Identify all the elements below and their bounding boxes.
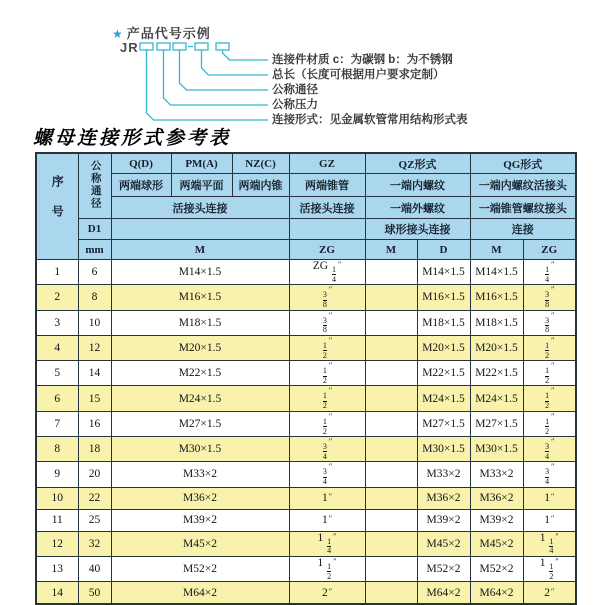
leader-line-length: [202, 50, 269, 75]
cell-qg-zg: 1 $\frac{1}{4}$ ″: [523, 531, 576, 556]
fraction: $\frac{1}{2}$: [545, 416, 550, 436]
cell-qz-d: M36×2: [417, 487, 470, 509]
fraction: $\frac{1}{2}$: [327, 561, 332, 581]
label-diameter: 公称通径: [272, 84, 318, 96]
cell-seq: 7: [36, 411, 78, 436]
inch-mark: ″: [328, 492, 333, 502]
header-unit-qg-m: M: [470, 240, 523, 260]
cell-dn: 15: [78, 386, 111, 411]
fraction: $\frac{1}{2}$: [322, 366, 327, 386]
inch-mark: ″: [551, 310, 555, 320]
fraction: $\frac{1}{2}$: [322, 416, 327, 436]
leader-line-diameter: [180, 50, 269, 90]
cell-qg-m: M14×1.5: [470, 260, 523, 285]
code-box-5: [216, 43, 229, 50]
cell-qz-d: M33×2: [417, 462, 470, 487]
cell-zg: [289, 285, 365, 310]
label-length: 总长（长度可根据用户要求定制）: [272, 69, 445, 81]
cell-m: M45×2: [111, 531, 289, 556]
cell-dn: 12: [78, 335, 111, 360]
cell-qg-zg: 1″: [523, 509, 576, 531]
cell-seq: 13: [36, 556, 78, 581]
cell-qz-m: [365, 436, 417, 461]
inch-mark: ″: [550, 514, 555, 524]
inch-mark: ″: [551, 386, 555, 396]
cell-dn: 32: [78, 531, 111, 556]
cell-dn: 8: [78, 285, 111, 310]
inch-mark: ″: [337, 260, 342, 269]
cell-qg-zg: [523, 285, 576, 310]
cell-qz-d: M18×1.5: [417, 310, 470, 335]
cell-dn: 40: [78, 556, 111, 581]
inch-mark: ″: [328, 335, 333, 345]
inch-mark: ″: [328, 386, 333, 396]
cell-m: M36×2: [111, 487, 289, 509]
cell-zg: [289, 411, 365, 436]
cell-seq: 9: [36, 462, 78, 487]
cell-qg-m: M33×2: [470, 462, 523, 487]
inch-mark: ″: [328, 285, 333, 295]
cell-zg: [289, 310, 365, 335]
cell-qz-d: M24×1.5: [417, 386, 470, 411]
cell-qz-m: [365, 531, 417, 556]
cell-qz-m: [365, 509, 417, 531]
cell-m: M64×2: [111, 582, 289, 605]
cell-qz-m: [365, 335, 417, 360]
inch-mark: ″: [333, 556, 337, 566]
cell-m: M16×1.5: [111, 285, 289, 310]
cell-m: M24×1.5: [111, 386, 289, 411]
cell-zg: 1″: [289, 487, 365, 509]
inch-mark: ″: [550, 492, 555, 502]
label-material: 连接件材质 c：为碳钢 b：为不锈钢: [272, 54, 453, 66]
cell-qz-d: M20×1.5: [417, 335, 470, 360]
cell-qg-m: M27×1.5: [470, 411, 523, 436]
table-row: [36, 556, 576, 581]
header-blank-union: [111, 219, 289, 240]
fraction: $\frac{3}{8}$: [322, 315, 327, 335]
cell-qg-m: M64×2: [470, 582, 523, 605]
diagram-heading-text: 产品代号示例: [126, 26, 211, 41]
inch-mark: ″: [333, 531, 337, 541]
cell-qz-m: [365, 411, 417, 436]
cell-qz-m: [365, 582, 417, 605]
inch-mark: ″: [328, 361, 333, 371]
cell-zg: [289, 436, 365, 461]
cell-m: M39×2: [111, 509, 289, 531]
cell-qg-zg: 1″: [523, 487, 576, 509]
fraction: $\frac{3}{8}$: [322, 290, 327, 310]
cell-dn: 10: [78, 310, 111, 335]
cell-qg-m: M52×2: [470, 556, 523, 581]
table-row: [36, 582, 576, 605]
cell-qg-m: M36×2: [470, 487, 523, 509]
header-style-gz: 两端锥管: [289, 174, 365, 197]
label-connection: 连接形式：见金属软管常用结构形式表: [272, 114, 468, 126]
cell-dn: 18: [78, 436, 111, 461]
fraction: $\frac{1}{4}$: [549, 536, 554, 556]
cell-zg: [289, 335, 365, 360]
cell-dn: 20: [78, 462, 111, 487]
table-row: [36, 285, 576, 310]
cell-zg: 2″: [289, 582, 365, 605]
fraction: $\frac{1}{2}$: [322, 391, 327, 411]
header-style-qd: 两端球形: [111, 174, 171, 197]
cell-qz-m: [365, 361, 417, 386]
inch-mark: ″: [551, 260, 555, 269]
table-row: [36, 462, 576, 487]
inch-mark: ″: [550, 586, 555, 596]
cell-m: M22×1.5: [111, 361, 289, 386]
cell-qg-m: M45×2: [470, 531, 523, 556]
fraction: $\frac{1}{2}$: [545, 340, 550, 360]
inch-mark: ″: [555, 531, 559, 541]
cell-qg-zg: 1 $\frac{1}{2}$ ″: [523, 556, 576, 581]
header-row-styles: [36, 174, 576, 197]
header-group-nzc: NZ(C): [232, 153, 289, 174]
cell-qg-m: M30×1.5: [470, 436, 523, 461]
cell-dn: 14: [78, 361, 111, 386]
page-title: 螺母连接形式参考表: [33, 128, 232, 149]
fraction: $\frac{1}{2}$: [545, 366, 550, 386]
table-row: [36, 487, 576, 509]
fraction: $\frac{3}{4}$: [322, 441, 327, 461]
header-subconn-qg: 连接: [470, 219, 576, 240]
cell-qz-d: M30×1.5: [417, 436, 470, 461]
cell-qz-m: [365, 310, 417, 335]
header-row-units: [36, 240, 576, 260]
cell-qz-m: [365, 462, 417, 487]
cell-seq: 10: [36, 487, 78, 509]
code-box-3: [173, 43, 186, 50]
header-dn: 公称通径: [78, 153, 111, 219]
cell-seq: 2: [36, 285, 78, 310]
header-seq: 序号: [36, 153, 78, 260]
code-box-1: [140, 43, 153, 50]
fraction: $\frac{1}{4}$: [545, 265, 550, 284]
header-unit-qg-zg: ZG: [523, 240, 576, 260]
cell-zg: ZG $\frac{1}{4}$ ″: [289, 260, 365, 285]
cell-qg-zg: [523, 411, 576, 436]
cell-qg-zg: [523, 260, 576, 285]
cell-qg-zg: [523, 386, 576, 411]
cell-seq: 14: [36, 582, 78, 605]
table-row: [36, 260, 576, 285]
reference-table: [35, 152, 577, 605]
cell-qz-d: M64×2: [417, 582, 470, 605]
cell-dn: 6: [78, 260, 111, 285]
header-conn-qg: 一端锥管螺纹接头: [470, 197, 576, 219]
header-style-qg: 一端内螺纹活接头: [470, 174, 576, 197]
cell-seq: 8: [36, 436, 78, 461]
header-group-qz: QZ形式: [365, 153, 470, 174]
fraction: $\frac{1}{4}$: [327, 536, 332, 556]
cell-qz-m: [365, 285, 417, 310]
header-unit-qz-d: D: [417, 240, 470, 260]
cell-seq: 12: [36, 531, 78, 556]
inch-mark: ″: [551, 411, 555, 421]
table-row: [36, 310, 576, 335]
header-unit-qz-m: M: [365, 240, 417, 260]
cell-qg-m: M20×1.5: [470, 335, 523, 360]
cell-seq: 3: [36, 310, 78, 335]
header-conn-gz: 活接头连接: [289, 197, 365, 219]
inch-mark: ″: [328, 436, 333, 446]
cell-dn: 22: [78, 487, 111, 509]
cell-seq: 6: [36, 386, 78, 411]
header-style-nzc: 两端内锥: [232, 174, 289, 197]
cell-dn: 50: [78, 582, 111, 605]
cell-zg: [289, 386, 365, 411]
inch-mark: ″: [551, 436, 555, 446]
cell-m: M14×1.5: [111, 260, 289, 285]
cell-qg-zg: [523, 462, 576, 487]
table-row: [36, 436, 576, 461]
cell-qg-m: M16×1.5: [470, 285, 523, 310]
label-pressure: 公称压力: [272, 99, 318, 111]
header-row-groups: [36, 153, 576, 174]
inch-mark: ″: [551, 335, 555, 345]
cell-qg-zg: [523, 335, 576, 360]
cell-seq: 4: [36, 335, 78, 360]
cell-m: M27×1.5: [111, 411, 289, 436]
cell-zg: [289, 361, 365, 386]
inch-mark: ″: [328, 462, 333, 472]
header-unit-zg: ZG: [289, 240, 365, 260]
cell-qz-m: [365, 260, 417, 285]
fraction: $\frac{3}{8}$: [545, 315, 550, 335]
table-body: [36, 260, 576, 605]
cell-m: M33×2: [111, 462, 289, 487]
cell-zg: 1 $\frac{1}{4}$ ″: [289, 531, 365, 556]
cell-qz-d: M45×2: [417, 531, 470, 556]
table-header: [36, 153, 576, 260]
code-box-2: [157, 43, 170, 50]
header-style-pma: 两端平面: [171, 174, 232, 197]
inch-mark: ″: [328, 411, 333, 421]
cell-qg-m: M22×1.5: [470, 361, 523, 386]
header-row-subconnections: [36, 219, 576, 240]
table-row: [36, 411, 576, 436]
inch-mark: ″: [328, 514, 333, 524]
cell-m: M30×1.5: [111, 436, 289, 461]
fraction: $\frac{1}{2}$: [545, 391, 550, 411]
cell-qz-m: [365, 386, 417, 411]
cell-m: M18×1.5: [111, 310, 289, 335]
cell-qg-m: M39×2: [470, 509, 523, 531]
cell-qz-d: M14×1.5: [417, 260, 470, 285]
fraction: $\frac{1}{4}$: [331, 265, 336, 284]
cell-dn: 16: [78, 411, 111, 436]
fraction: $\frac{3}{4}$: [322, 467, 327, 487]
header-group-qg: QG形式: [470, 153, 576, 174]
header-mm: mm: [78, 240, 111, 260]
leader-line-material: [223, 50, 269, 60]
product-code-prefix: JR: [120, 40, 139, 55]
fraction: $\frac{3}{4}$: [545, 441, 550, 461]
inch-mark: ″: [551, 285, 555, 295]
fraction: $\frac{3}{8}$: [545, 290, 550, 310]
table-row: [36, 386, 576, 411]
cell-m: M20×1.5: [111, 335, 289, 360]
cell-qg-zg: [523, 436, 576, 461]
cell-zg: 1″: [289, 509, 365, 531]
cell-qz-d: M39×2: [417, 509, 470, 531]
fraction: $\frac{3}{4}$: [545, 467, 550, 487]
cell-seq: 5: [36, 361, 78, 386]
header-row-connections: [36, 197, 576, 219]
cell-qg-zg: [523, 310, 576, 335]
header-unit-m: M: [111, 240, 289, 260]
cell-qz-d: M16×1.5: [417, 285, 470, 310]
cell-dn: 25: [78, 509, 111, 531]
cell-qz-d: M22×1.5: [417, 361, 470, 386]
cell-qg-m: M24×1.5: [470, 386, 523, 411]
cell-qz-m: [365, 556, 417, 581]
cell-zg: [289, 462, 365, 487]
header-d1: D1: [78, 219, 111, 240]
cell-qz-m: [365, 487, 417, 509]
header-blank-gz: [289, 219, 365, 240]
inch-mark: ″: [551, 462, 555, 472]
cell-m: M52×2: [111, 556, 289, 581]
header-subconn-qz: 球形接头连接: [365, 219, 470, 240]
header-group-pma: PM(A): [171, 153, 232, 174]
table-row: [36, 531, 576, 556]
cell-qz-d: M27×1.5: [417, 411, 470, 436]
cell-qz-d: M52×2: [417, 556, 470, 581]
table-row: [36, 361, 576, 386]
inch-mark: ″: [328, 586, 333, 596]
cell-qg-zg: 2″: [523, 582, 576, 605]
table-row: [36, 335, 576, 360]
cell-seq: 1: [36, 260, 78, 285]
table-row: [36, 509, 576, 531]
star-icon: ★: [112, 27, 124, 41]
cell-qg-m: M18×1.5: [470, 310, 523, 335]
header-conn-qz: 一端外螺纹: [365, 197, 470, 219]
cell-zg: 1 $\frac{1}{2}$ ″: [289, 556, 365, 581]
header-group-gz: GZ: [289, 153, 365, 174]
cell-seq: 11: [36, 509, 78, 531]
code-box-4: [195, 43, 208, 50]
inch-mark: ″: [328, 310, 333, 320]
inch-mark: ″: [551, 361, 555, 371]
cell-qg-zg: [523, 361, 576, 386]
header-style-qz: 一端内螺纹: [365, 174, 470, 197]
fraction: $\frac{1}{2}$: [549, 561, 554, 581]
fraction: $\frac{1}{2}$: [322, 340, 327, 360]
header-group-qd: Q(D): [111, 153, 171, 174]
inch-mark: ″: [555, 556, 559, 566]
header-conn-union: 活接头连接: [111, 197, 289, 219]
